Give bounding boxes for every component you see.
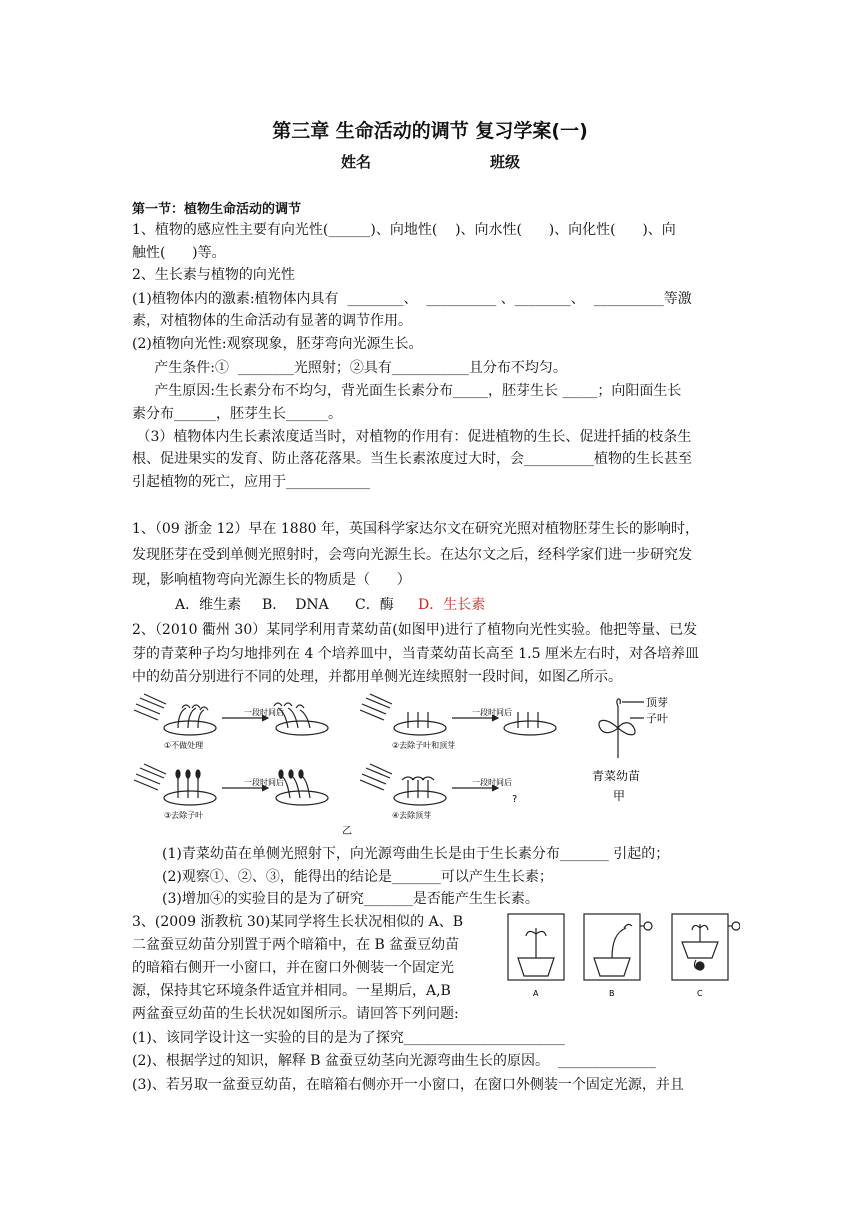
seedling-experiment-figure [130, 688, 690, 838]
label-cotyledon: 子叶 [646, 712, 668, 725]
text-line: 根、促进果实的发育、防止落花落果。当生长素浓度过大时，会__________植物的生长甚至 [132, 451, 692, 467]
question-3-text: 3、(2009 浙教杭 30)某同学将生长状况相似的 A、B [132, 914, 464, 930]
question-2-text: 芽的青菜种子均匀地排列在 4 个培养皿中，当青菜幼苗长高至 1.5 厘米左右时，对各培养皿 [132, 646, 699, 662]
question-3-text: 两盆蚕豆幼苗的生长状况如图所示。请回答下列问题: [132, 1006, 459, 1022]
text-line: 产生条件:① ________光照射；②具有___________且分布不均匀。 [132, 360, 567, 376]
label-terminal-bud: 顶芽 [646, 696, 668, 709]
class-label: 班级 [490, 153, 521, 171]
question-3-text: 二盆蚕豆幼苗分别置于两个暗箱中，在 B 盆蚕豆幼苗 [132, 937, 460, 953]
text-line: 产生原因:生长素分布不均匀，背光面生长素分布_____，胚芽生长 _____；向阳面生长 [132, 383, 682, 399]
option-a: A．维生素 [175, 597, 242, 613]
caption-4: ④去除顶芽 [392, 811, 432, 820]
question-2-sub: (2)观察①、②、③，能得出的结论是_______可以产生生长素； [162, 869, 553, 885]
question-3-text: 源，保持其它环境条件适宜并相同。一星期后，A,B [132, 983, 451, 999]
question-3-text: 的暗箱右侧开一小窗口，并在窗口外侧装一个固定光 [132, 960, 454, 976]
caption-2: ②去除子叶和顶芽 [392, 741, 456, 750]
question-3-sub: (3)、若另取一盆蚕豆幼苗，在暗箱右侧亦开一小窗口，在窗口外侧装一个固定光源，并且 [132, 1077, 684, 1093]
text-line: 触性( )等。 [132, 245, 226, 261]
light-rays-icon [134, 694, 166, 720]
pot-label-a: A [533, 989, 539, 998]
name-label: 姓名 [341, 153, 372, 171]
unknown-result-mark: ? [512, 794, 518, 805]
text-line: 2、生长素与植物的向光性 [132, 267, 295, 283]
question-1-text: 发现胚芽在受到单侧光照射时，会弯向光源生长。在达尔文之后，经科学家们进一步研究发 [132, 547, 692, 563]
arrow-label-1: 一段时间后 [244, 708, 284, 717]
text-line: 1、植物的感应性主要有向光性(______)、向地性( )、向水性( )、向化性( )、向 [132, 222, 676, 238]
question-3-sub: (2)、根据学过的知识，解释 B 盆蚕豆幼茎向光源弯曲生长的原因。 ______________ [132, 1053, 656, 1069]
arrow-label-4: 一段时间后 [472, 778, 512, 787]
option-b: B． DNA [262, 597, 329, 613]
caption-1: ①不做处理 [164, 741, 204, 750]
text-line: 素分布______，胚芽生长______。 [132, 406, 342, 422]
text-line: （3）植物体内生长素浓度适当时，对植物的作用有：促进植物的生长、促进扦插的枝条生 [132, 429, 692, 445]
option-d-answer: D．生长素 [418, 597, 486, 613]
section-heading: 第一节：植物生命活动的调节 [132, 202, 302, 217]
page-title: 第三章 生命活动的调节 复习学案(一) [272, 120, 588, 142]
question-1-text: 现，影响植物弯向光源生长的物质是（ ） [132, 572, 411, 588]
question-2-text: 中的幼苗分别进行不同的处理，并都用单侧光连续照射一段时间，如图乙所示。 [132, 669, 622, 685]
question-1-text: 1、（09 浙金 12）早在 1880 年，英国科学家达尔文在研究光照对植物胚芽生长的影响时， [132, 521, 699, 537]
text-line: (2)植物向光性:观察现象，胚芽弯向光源生长。 [132, 336, 423, 352]
question-2-sub: (1)青菜幼苗在单侧光照射下，向光源弯曲生长是由于生长素分布_______ 引起的； [162, 846, 670, 862]
seedling-name: 青菜幼苗 [592, 769, 641, 783]
arrow-label-3: 一段时间后 [244, 778, 284, 787]
text-line: (1)植物体内的激素:植物体内具有 ________、 __________ 、________、 __________等激 [132, 291, 692, 307]
text-line: 素，对植物体的生命活动有显著的调节作用。 [132, 313, 412, 329]
option-c: C．酶 [355, 597, 394, 613]
question-3-sub: (1)、该同学设计这一实验的目的是为了探究_______________________ [132, 1030, 565, 1046]
question-2-sub: (3)增加④的实验目的是为了研究_______是否能产生生长素。 [162, 891, 539, 907]
pot-plant-figure [500, 912, 740, 1002]
text-line: 引起植物的死亡，应用于____________ [132, 474, 370, 490]
caption-3: ③去除子叶 [164, 811, 204, 820]
pot-label-b: B [609, 989, 615, 998]
figure-jia-label: 甲 [613, 789, 626, 803]
question-2-text: 2、（2010 衢州 30）某同学利用青菜幼苗(如图甲)进行了植物向光性实验。他把等量、已发 [132, 622, 698, 638]
arrow-label-2: 一段时间后 [472, 708, 512, 717]
pot-label-c: C [697, 989, 703, 998]
figure-yi-label: 乙 [342, 826, 352, 837]
